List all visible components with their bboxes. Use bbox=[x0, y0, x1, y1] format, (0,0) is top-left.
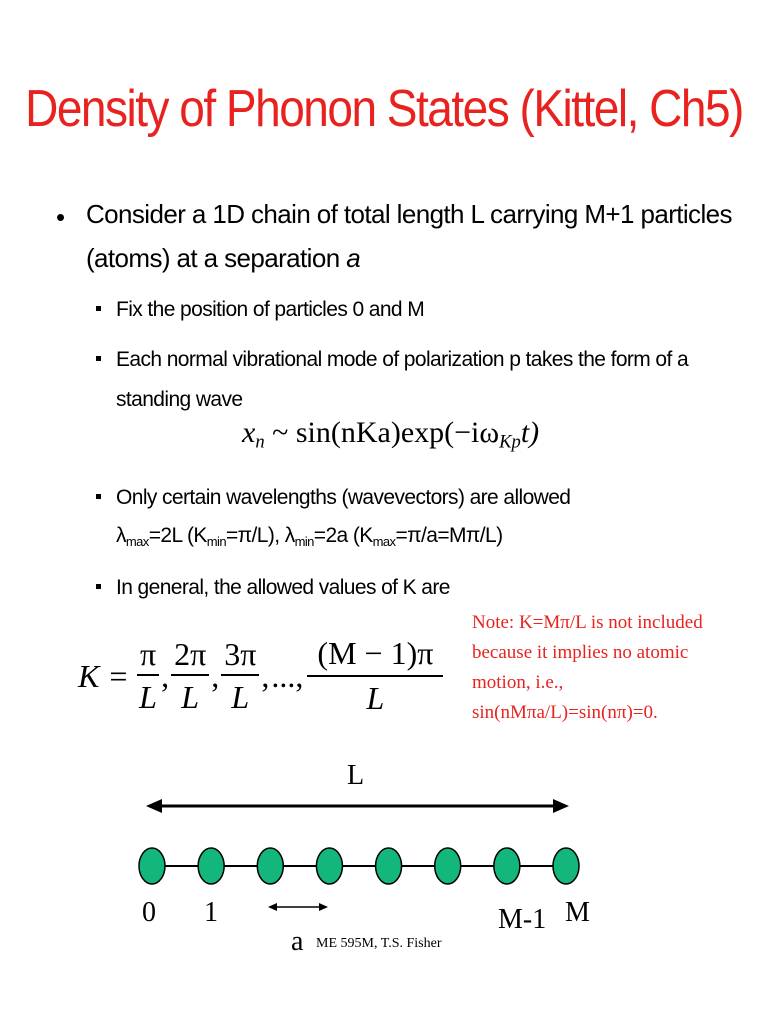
wave-eq-n-sub: n bbox=[255, 431, 265, 453]
sub-bullet-general: In general, the allowed values of K are bbox=[116, 576, 450, 599]
sub-bullet-marker-mode bbox=[96, 352, 101, 370]
allowed-k-equation bbox=[78, 636, 445, 716]
k-fraction-1-num: π bbox=[137, 637, 159, 676]
atom-4 bbox=[376, 848, 402, 884]
k-lhs: K = bbox=[78, 657, 129, 694]
wave-eq-kp-sub: Kp bbox=[499, 431, 521, 453]
k-fraction-last-den: L bbox=[366, 680, 385, 717]
k-fraction-3-den: L bbox=[231, 679, 250, 716]
sub-bullet-marker-only bbox=[96, 490, 101, 508]
k-fraction-3-num: 3π bbox=[221, 637, 259, 676]
lambda-part-3: =2a (K bbox=[313, 524, 373, 547]
atom-6 bbox=[494, 848, 520, 884]
k-ellipsis: ..., bbox=[271, 657, 304, 694]
atom-2 bbox=[257, 848, 283, 884]
kmin-sub: min bbox=[206, 533, 226, 549]
note-box bbox=[472, 608, 703, 728]
wave-eq-tail: t) bbox=[520, 416, 540, 449]
sub-bullet-marker-fix bbox=[96, 302, 101, 320]
lambda-limits bbox=[116, 522, 502, 556]
sub-bullet-marker-general bbox=[96, 580, 101, 598]
k-fraction-2-den: L bbox=[181, 679, 200, 716]
lambda-part-4: =π/a=Mπ/L) bbox=[395, 524, 503, 547]
k-comma-1: , bbox=[161, 657, 170, 694]
wave-eq-x: x bbox=[242, 416, 256, 449]
standing-wave-equation bbox=[242, 416, 539, 454]
atom-1 bbox=[198, 848, 224, 884]
atom-5 bbox=[435, 848, 461, 884]
atom-label-0: 0 bbox=[142, 897, 156, 928]
sub-bullet-fix: Fix the position of particles 0 and M bbox=[116, 298, 425, 321]
kmax-sub: max bbox=[372, 533, 396, 549]
lambda-min-sub: min bbox=[294, 533, 314, 549]
spacing-arrow bbox=[268, 903, 328, 911]
lambda-part-1: =2L (K bbox=[148, 524, 207, 547]
k-comma-3: , bbox=[261, 657, 270, 694]
main-bullet-dot: • bbox=[56, 202, 65, 232]
atom-label-1: 1 bbox=[204, 897, 218, 928]
length-arrow bbox=[146, 799, 569, 813]
sub-bullet-only: Only certain wavelengths (wavevectors) are allowed bbox=[116, 486, 571, 509]
k-fraction-1-den: L bbox=[139, 679, 157, 716]
atom-0 bbox=[139, 848, 165, 884]
k-fraction-1 bbox=[137, 637, 159, 715]
lambda-part-2: =π/L), bbox=[225, 524, 285, 547]
k-fraction-3 bbox=[221, 637, 259, 715]
chain-length-label: L bbox=[347, 760, 365, 791]
atom-label-m-minus-1: M-1 bbox=[498, 904, 547, 935]
chain-diagram bbox=[0, 780, 768, 930]
footer-credit: ME 595M, T.S. Fisher bbox=[316, 936, 442, 951]
lambda-max-sub: max bbox=[125, 533, 149, 549]
atom-label-m: M bbox=[565, 897, 590, 928]
sub-bullet-mode-line-2: standing wave bbox=[116, 388, 243, 411]
lambda-min-symbol: λ bbox=[284, 524, 295, 547]
slide-title: Density of Phonon States (Kittel, Ch5) bbox=[25, 79, 743, 138]
separation-variable: a bbox=[346, 243, 361, 273]
main-bullet-line-2-text: (atoms) at a separation bbox=[86, 243, 347, 273]
note-line-2: because it implies no atomic bbox=[472, 642, 689, 663]
wave-eq-body: ~ sin(nKa)exp(−iω bbox=[264, 416, 500, 449]
lambda-max-symbol: λ bbox=[116, 524, 126, 547]
k-fraction-2 bbox=[171, 637, 209, 715]
atom-3 bbox=[316, 848, 342, 884]
main-bullet-line-2 bbox=[86, 238, 360, 278]
note-line-3: motion, i.e., bbox=[472, 672, 564, 693]
k-fraction-last-num: (M − 1)π bbox=[307, 636, 443, 677]
k-fraction-2-num: 2π bbox=[171, 637, 209, 676]
sub-bullet-mode-line-1: Each normal vibrational mode of polarization p takes the form of a bbox=[116, 348, 689, 371]
k-fraction-last bbox=[307, 636, 443, 716]
note-line-4: sin(nMπa/L)=sin(nπ)=0. bbox=[472, 702, 658, 723]
note-line-1: Note: K=Mπ/L is not included bbox=[472, 612, 703, 633]
k-comma-2: , bbox=[211, 657, 220, 694]
main-bullet-line-1: Consider a 1D chain of total length L carrying M+1 particles bbox=[86, 199, 732, 229]
spacing-label: a bbox=[291, 926, 304, 957]
atom-7 bbox=[553, 848, 579, 884]
